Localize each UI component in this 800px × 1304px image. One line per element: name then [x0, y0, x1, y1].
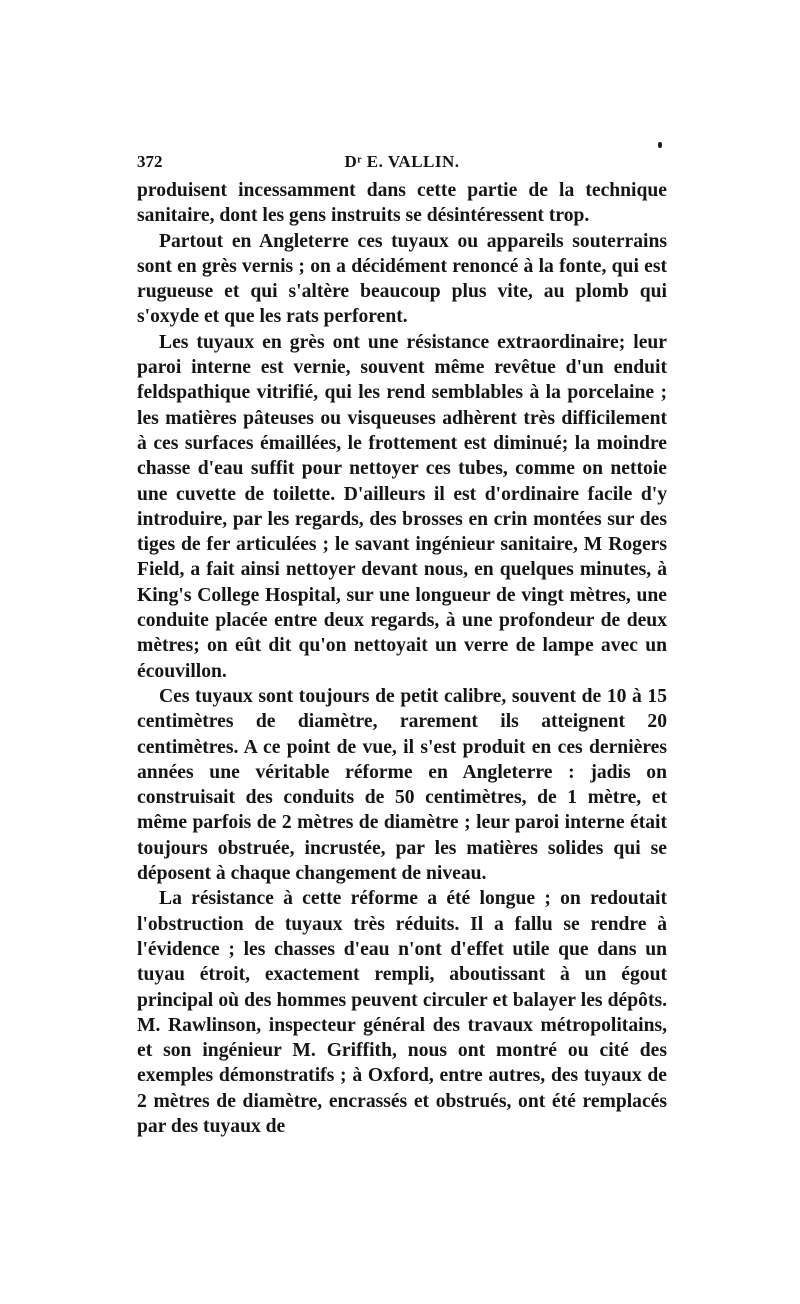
paragraph-3: Les tuyaux en grès ont une résistance extraordinaire; leur paroi interne est vernie, souvent même revêtue d'un enduit feldspathique vitrifié, qui les rend semblables à la porcelaine ; les matières pâteuses ou visqueuses adhèrent très difficilement à ces surfaces émaillées, le frottement est diminué; la moindre chasse d'eau suffit pour nettoyer ces tubes, comme on nettoie une cuvette de toilette. D'ailleurs il est d'ordinaire facile d'y introduire, par les regards, des brosses en crin montées sur des tiges de fer articulées ; le savant ingénieur sanitaire, M Rogers Field, a fait ainsi nettoyer devant nous, en quelques minutes, à King's College Hospital, sur une longueur de vingt mètres, une conduite placée entre deux regards, à une profondeur de deux mètres; on eût dit qu'on nettoyait un verre de lampe avec un écouvillon. [137, 331, 667, 682]
body-text [137, 178, 667, 1139]
paragraph-1: produisent incessamment dans cette partie de la technique sanitaire, dont les gens instruits se désintéressent trop. [137, 180, 667, 227]
book-page [137, 148, 667, 1139]
paragraph-2: Partout en Angleterre ces tuyaux ou appareils souterrains sont en grès vernis ; on a décidément renoncé à la fonte, qui est rugueuse et qui s'altère beaucoup plus vite, au plomb qui s'oxyde et que les rats perforent. [137, 230, 667, 328]
page-number: 372 [137, 152, 163, 171]
running-head: Dʳ E. VALLIN. [344, 152, 460, 171]
paragraph-4: Ces tuyaux sont toujours de petit calibre, souvent de 10 à 15 centimètres de diamètre, rarement ils atteignent 20 centimètres. A ce point de vue, il s'est produit en ces dernières années une véritable réforme en Angleterre : jadis on construisait des conduits de 50 centimètres, de 1 mètre, et même parfois de 2 mètres de diamètre ; leur paroi interne était toujours obstruée, incrustée, par les matières solides qui se déposent à chaque changement de niveau. [137, 685, 667, 885]
paragraph-5: La résistance à cette réforme a été longue ; on redoutait l'obstruction de tuyaux très réduits. Il a fallu se rendre à l'évidence ; les chasses d'eau n'ont d'effet utile que dans un tuyau étroit, exactement rempli, aboutissant à un égout principal où des hommes peuvent circuler et balayer les dépôts. M. Rawlinson, inspecteur général des travaux métropolitains, et son ingénieur M. Griffith, nous ont montré ou cité des exemples démonstratifs ; à Oxford, entre autres, des tuyaux de 2 mètres de diamètre, encrassés et obstrués, ont été remplacés par des tuyaux de [137, 888, 667, 1137]
ink-speck [658, 142, 662, 148]
page-header [137, 148, 667, 178]
